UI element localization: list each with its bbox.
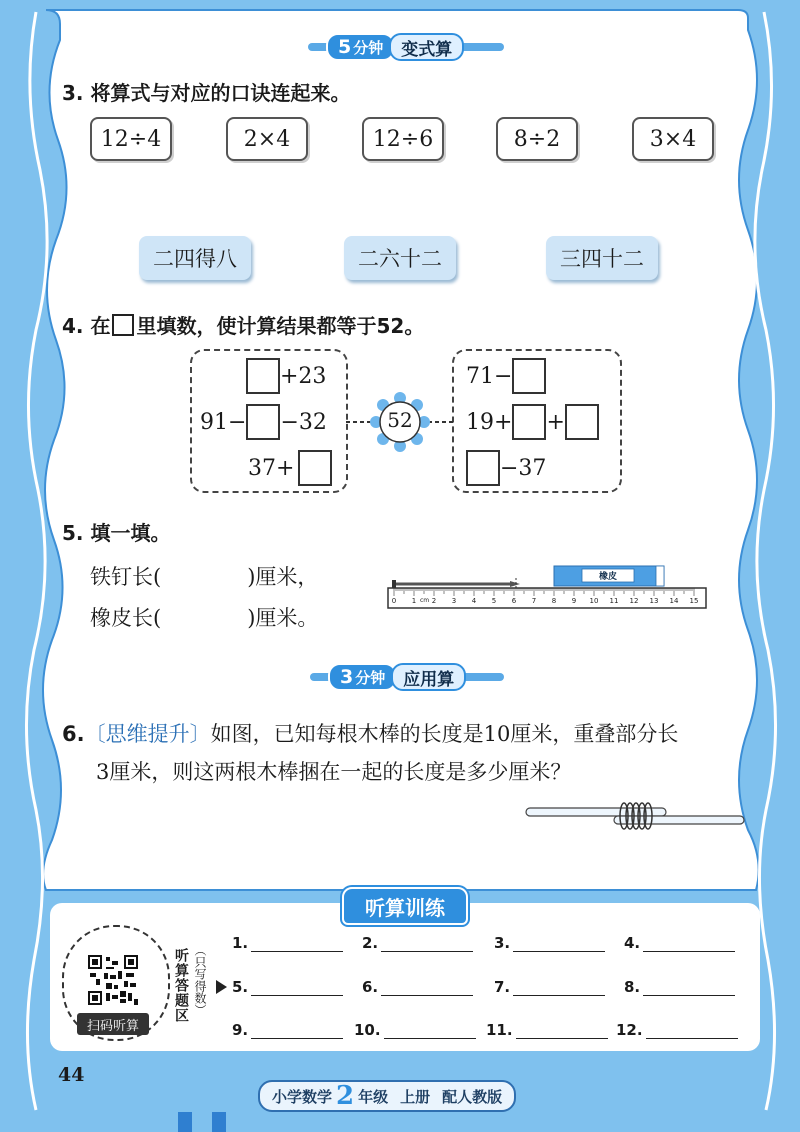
ruler-tick-label: 7 bbox=[531, 597, 537, 605]
answer-slot[interactable]: 5. bbox=[232, 978, 343, 996]
ruler-tick-label: 15 bbox=[689, 597, 699, 605]
rhyme-card: 三四十二 bbox=[546, 236, 658, 280]
eraser-label: 橡皮 bbox=[598, 572, 617, 582]
ruler-tick-label: 2 bbox=[431, 597, 437, 605]
page-number: 44 bbox=[58, 1064, 85, 1086]
q6-tag: 〔思维提升〕 bbox=[84, 722, 211, 746]
nail-icon bbox=[392, 580, 520, 588]
equation-row bbox=[466, 358, 546, 394]
footer-subject: 小学数学 bbox=[272, 1087, 333, 1106]
answer-box[interactable] bbox=[298, 450, 332, 486]
scan-label: 扫码听算 bbox=[77, 1013, 149, 1035]
answer-box[interactable] bbox=[565, 404, 599, 440]
footer-grade-unit: 年级 bbox=[358, 1087, 389, 1106]
ruler-tick-label: 12 bbox=[629, 597, 639, 605]
q6-line2: 3厘米，则这两根木棒捆在一起的长度是多少厘米？ bbox=[96, 760, 572, 784]
ruler-tick-label: 0 bbox=[391, 597, 397, 605]
equation-row bbox=[248, 450, 332, 486]
sticks-illustration bbox=[524, 798, 746, 834]
equation-row bbox=[200, 404, 327, 440]
answer-slot[interactable]: 7. bbox=[494, 978, 605, 996]
ruler-tick-label: 14 bbox=[669, 597, 679, 605]
q3-title: 3. 将算式与对应的口诀连起来。 bbox=[62, 81, 351, 105]
banner-title: 变式算 bbox=[389, 33, 464, 61]
expression-box: 2×4 bbox=[226, 117, 308, 161]
expression-box: 12÷6 bbox=[362, 117, 444, 161]
arrow-right-icon bbox=[216, 980, 227, 994]
listening-title: 听算训练 bbox=[342, 887, 468, 925]
ruler-tick-label: 3 bbox=[451, 597, 457, 605]
answer-slot[interactable]: 9. bbox=[232, 1021, 343, 1039]
nail-length-row bbox=[90, 561, 318, 591]
equation-text: 19+ bbox=[466, 409, 513, 435]
ruler-tick-label: 9 bbox=[571, 597, 577, 605]
answer-area-label: 听算答题区 bbox=[173, 948, 189, 1023]
answer-slot[interactable]: 4. bbox=[624, 934, 735, 952]
q6-line1: 如图，已知每根木棒的长度是10厘米，重叠部分长 bbox=[210, 722, 679, 746]
fill-text: 铁钉长( bbox=[90, 565, 162, 589]
ruler-tick-label: 13 bbox=[649, 597, 659, 605]
rhyme-card: 二六十二 bbox=[344, 236, 456, 280]
section-banner-3min bbox=[310, 664, 504, 690]
expression-box: 3×4 bbox=[632, 117, 714, 161]
banner-title: 应用算 bbox=[391, 663, 466, 691]
answer-slot[interactable]: 3. bbox=[494, 934, 605, 952]
equation-text: −32 bbox=[280, 409, 327, 435]
answer-box[interactable] bbox=[466, 450, 500, 486]
footer-term: 上册 bbox=[400, 1087, 431, 1106]
q5-title: 5. 填一填。 bbox=[62, 521, 171, 545]
fill-text: 橡皮长( bbox=[90, 606, 162, 630]
answer-box[interactable] bbox=[246, 358, 280, 394]
ruler-tick-label: 5 bbox=[491, 597, 497, 605]
equation-text: 37+ bbox=[248, 455, 295, 481]
fill-text: )厘米， bbox=[247, 565, 319, 589]
ruler-unit-label: cm bbox=[420, 597, 430, 604]
answer-slot[interactable]: 2. bbox=[362, 934, 473, 952]
equation-text: + bbox=[546, 409, 565, 435]
q4-title-pre: 4. 在 bbox=[62, 314, 111, 338]
banner-time: 5 分钟 bbox=[326, 33, 395, 61]
footer-edition: 配人教版 bbox=[442, 1087, 503, 1106]
expression-box: 8÷2 bbox=[496, 117, 578, 161]
q4-title-post: 里填数，使计算结果都等于52。 bbox=[136, 314, 425, 338]
ruler-tick-label: 4 bbox=[471, 597, 477, 605]
ruler-tick-label: 1 bbox=[411, 597, 417, 605]
eraser-length-row bbox=[90, 602, 318, 632]
target-value: 52 bbox=[387, 408, 413, 432]
answer-area-note: （只写得数） bbox=[193, 944, 207, 1016]
q4-title bbox=[62, 310, 424, 339]
rhyme-card: 二四得八 bbox=[139, 236, 251, 280]
answer-slot[interactable]: 10. bbox=[354, 1021, 476, 1039]
answer-slot[interactable]: 12. bbox=[616, 1021, 738, 1039]
ruler-tick-label: 8 bbox=[551, 597, 557, 605]
answer-slot[interactable]: 6. bbox=[362, 978, 473, 996]
answer-box[interactable] bbox=[512, 358, 546, 394]
equation-row bbox=[466, 450, 546, 486]
footer-bar bbox=[258, 1080, 516, 1112]
answer-slot[interactable]: 11. bbox=[486, 1021, 608, 1039]
expression-box: 12÷4 bbox=[90, 117, 172, 161]
equation-text: −37 bbox=[500, 455, 547, 481]
fill-text: )厘米。 bbox=[247, 606, 319, 630]
ruler-tick-label: 6 bbox=[511, 597, 517, 605]
qr-code-icon[interactable] bbox=[88, 955, 138, 1005]
answer-box[interactable] bbox=[512, 404, 546, 440]
equation-row bbox=[466, 404, 599, 440]
q6-num: 6. bbox=[62, 722, 85, 746]
banner-time: 3 分钟 bbox=[328, 663, 397, 691]
equation-text: +23 bbox=[280, 363, 327, 389]
equation-row bbox=[246, 358, 326, 394]
equation-text: 91− bbox=[200, 409, 247, 435]
ruler-tick-label: 10 bbox=[589, 597, 599, 605]
answer-slot[interactable]: 8. bbox=[624, 978, 735, 996]
blank-square-icon bbox=[112, 314, 134, 336]
ruler-tick-label: 11 bbox=[609, 597, 619, 605]
footer-grade: 2 bbox=[336, 1081, 355, 1111]
q6-text bbox=[62, 715, 762, 791]
section-banner-5min bbox=[308, 34, 504, 60]
answer-box[interactable] bbox=[246, 404, 280, 440]
equation-text: 71− bbox=[466, 363, 513, 389]
answer-slot[interactable]: 1. bbox=[232, 934, 343, 952]
